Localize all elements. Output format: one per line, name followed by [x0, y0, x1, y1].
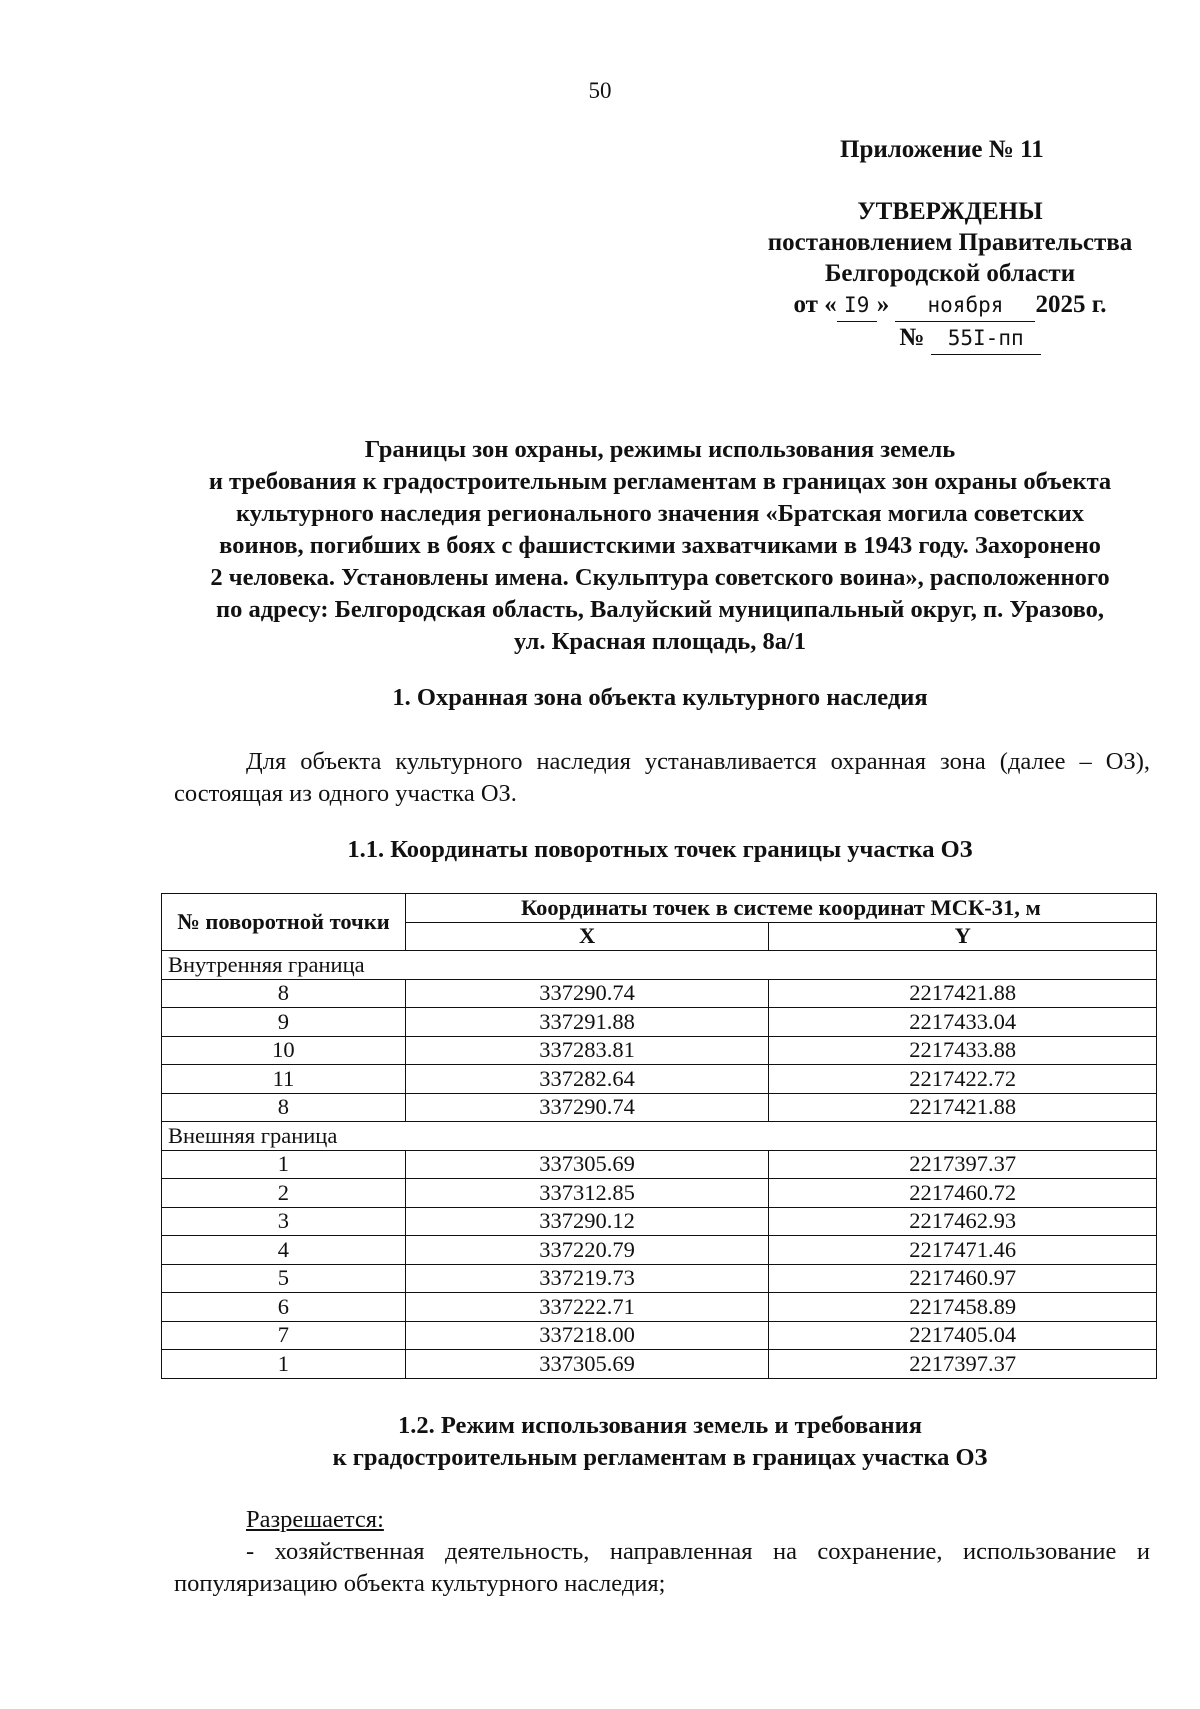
x-coordinate-cell: 337218.00 [405, 1321, 769, 1350]
point-number-cell: 6 [162, 1293, 406, 1322]
table-row [162, 1093, 1157, 1122]
y-coordinate-cell: 2217421.88 [769, 979, 1157, 1008]
y-coordinate-cell: 2217433.88 [769, 1036, 1157, 1065]
table-row [162, 1036, 1157, 1065]
document-title [160, 434, 1160, 658]
title-line: культурного наследия регионального значения «Братская могила советских [235, 500, 1085, 527]
y-coordinate-cell: 2217433.04 [769, 1008, 1157, 1037]
point-number-cell: 9 [162, 1008, 406, 1037]
date-day: I9 [837, 290, 877, 322]
y-coordinate-cell: 2217462.93 [769, 1207, 1157, 1236]
table-row [162, 1236, 1157, 1265]
title-line: и требования к градостроительным регламентам в границах зон охраны объекта [208, 468, 1112, 495]
y-coordinate-cell: 2217460.97 [769, 1264, 1157, 1293]
x-coordinate-cell: 337282.64 [405, 1065, 769, 1094]
section-1-text: Для объекта культурного наследия устанавливается охранная зона (далее – ОЗ), состоящая из одного участка ОЗ. [174, 748, 1150, 807]
x-coordinate-cell: 337283.81 [405, 1036, 769, 1065]
table-row [162, 1293, 1157, 1322]
header-y: Y [769, 922, 1157, 951]
title-line: 2 человека. Установлены имена. Скульптура советского воина», расположенного [210, 564, 1110, 591]
point-number-cell: 1 [162, 1350, 406, 1379]
title-line: по адресу: Белгородская область, Валуйский муниципальный округ, п. Уразово, [215, 596, 1105, 623]
coordinates-table [161, 893, 1157, 1379]
approval-line-resolution: постановлением Правительства [767, 229, 1133, 256]
allowed-label [246, 1504, 1146, 1536]
table-row [162, 979, 1157, 1008]
table-row [162, 1207, 1157, 1236]
x-coordinate-cell: 337222.71 [405, 1293, 769, 1322]
approval-number [740, 322, 1160, 355]
group-label: Внешняя граница [162, 1122, 1157, 1151]
point-number-cell: 2 [162, 1179, 406, 1208]
section-1-1-title: 1.1. Координаты поворотных точек границы участка ОЗ [347, 836, 973, 863]
appendix-label: Приложение № 11 [840, 136, 1044, 163]
y-coordinate-cell: 2217422.72 [769, 1065, 1157, 1094]
header-point-number: № поворотной точки [162, 894, 406, 951]
table-group-row [162, 951, 1157, 980]
point-number-cell: 10 [162, 1036, 406, 1065]
point-number-cell: 8 [162, 979, 406, 1008]
table-row [162, 1321, 1157, 1350]
x-coordinate-cell: 337305.69 [405, 1350, 769, 1379]
point-number-cell: 4 [162, 1236, 406, 1265]
x-coordinate-cell: 337220.79 [405, 1236, 769, 1265]
number-value: 55I-пп [931, 323, 1041, 355]
table-row [162, 1065, 1157, 1094]
y-coordinate-cell: 2217458.89 [769, 1293, 1157, 1322]
point-number-cell: 8 [162, 1093, 406, 1122]
section-1-2-title-line: к градостроительным регламентам в границах участка ОЗ [332, 1444, 988, 1471]
x-coordinate-cell: 337290.74 [405, 979, 769, 1008]
approval-block [740, 196, 1160, 355]
title-line: Границы зон охраны, режимы использования земель [364, 436, 956, 463]
point-number-cell: 5 [162, 1264, 406, 1293]
x-coordinate-cell: 337291.88 [405, 1008, 769, 1037]
point-number-cell: 7 [162, 1321, 406, 1350]
section-1-title: 1. Охранная зона объекта культурного наследия [392, 684, 928, 711]
allowed-item-1: - хозяйственная деятельность, направленная на сохранение, использование и популяризацию объекта культурного наследия; [174, 1538, 1150, 1597]
table-row [162, 1150, 1157, 1179]
y-coordinate-cell: 2217460.72 [769, 1179, 1157, 1208]
table-group-row [162, 1122, 1157, 1151]
table-row [162, 1350, 1157, 1379]
date-year: 2025 г. [1035, 291, 1107, 318]
number-prefix: № [899, 324, 925, 351]
title-line: ул. Красная площадь, 8а/1 [513, 628, 807, 655]
coordinates-table-body [162, 951, 1157, 1379]
group-label: Внутренняя граница [162, 951, 1157, 980]
y-coordinate-cell: 2217397.37 [769, 1150, 1157, 1179]
page-number: 50 [588, 78, 612, 103]
point-number-cell: 3 [162, 1207, 406, 1236]
date-month: ноября [895, 290, 1035, 322]
approval-title: УТВЕРЖДЕНЫ [857, 198, 1043, 225]
y-coordinate-cell: 2217471.46 [769, 1236, 1157, 1265]
table-row [162, 1008, 1157, 1037]
approval-date [740, 289, 1160, 322]
y-coordinate-cell: 2217421.88 [769, 1093, 1157, 1122]
table-row [162, 1179, 1157, 1208]
x-coordinate-cell: 337290.12 [405, 1207, 769, 1236]
title-line: воинов, погибших в боях с фашистскими захватчиками в 1943 году. Захоронено [219, 532, 1101, 559]
x-coordinate-cell: 337290.74 [405, 1093, 769, 1122]
header-x: X [405, 922, 769, 951]
section-1-2-title [160, 1410, 1160, 1474]
x-coordinate-cell: 337312.85 [405, 1179, 769, 1208]
section-1-2-title-line: 1.2. Режим использования земель и требования [398, 1412, 922, 1439]
approval-line-region: Белгородской области [824, 260, 1076, 287]
allowed-label-text: Разрешается: [246, 1506, 384, 1533]
table-row [162, 1264, 1157, 1293]
point-number-cell: 1 [162, 1150, 406, 1179]
date-prefix: от « [793, 291, 837, 318]
y-coordinate-cell: 2217397.37 [769, 1350, 1157, 1379]
point-number-cell: 11 [162, 1065, 406, 1094]
x-coordinate-cell: 337305.69 [405, 1150, 769, 1179]
header-coordinates: Координаты точек в системе координат МСК-31, м [405, 894, 1156, 923]
x-coordinate-cell: 337219.73 [405, 1264, 769, 1293]
y-coordinate-cell: 2217405.04 [769, 1321, 1157, 1350]
date-mid: » [876, 291, 890, 318]
